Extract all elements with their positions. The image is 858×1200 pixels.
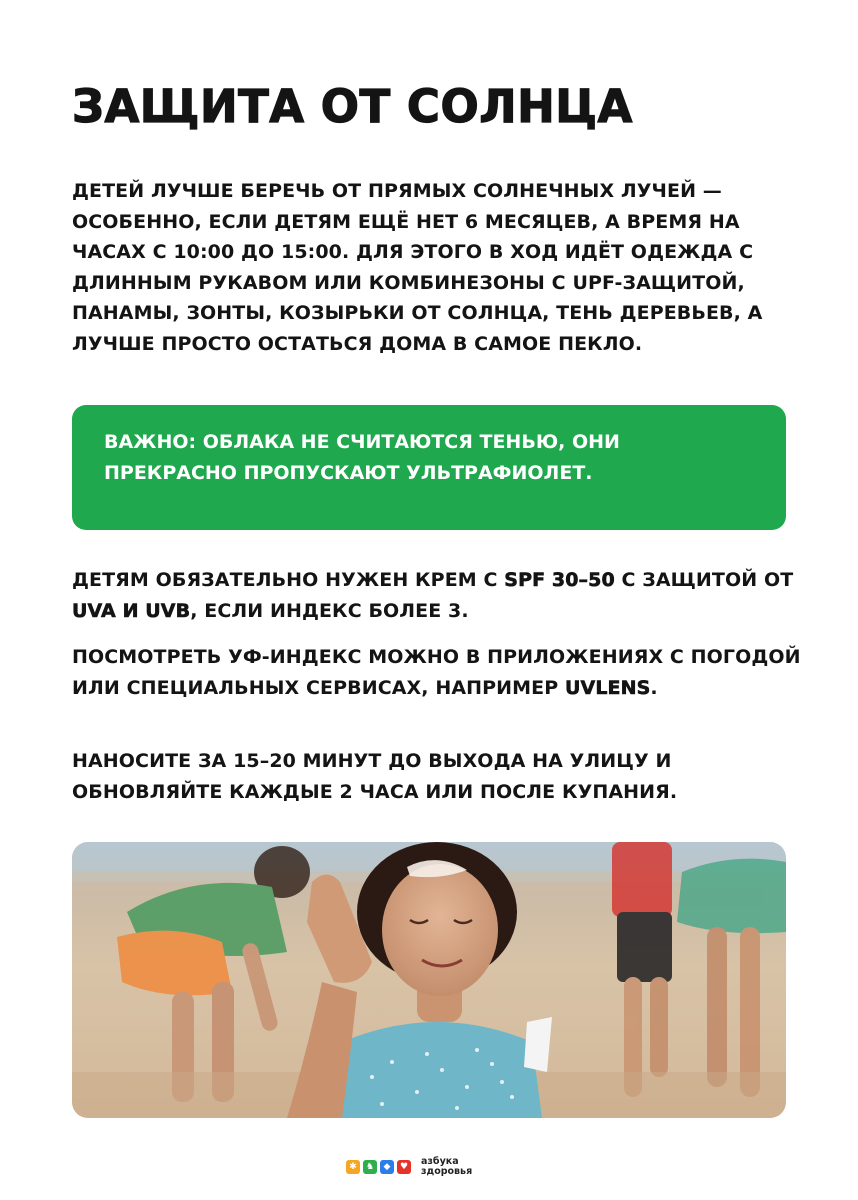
uvlens-highlight: UVLENS (565, 676, 651, 699)
beach-photo-illustration (72, 842, 786, 1118)
uv-index-text-1: ПОСМОТРЕТЬ УФ-ИНДЕКС МОЖНО В ПРИЛОЖЕНИЯХ С ПОГОДОЙ ИЛИ СПЕЦИАЛЬНЫХ СЕРВИСАХ, НАПРИМЕР (72, 646, 801, 699)
tooth-icon: ◆ (380, 1160, 394, 1174)
apply-paragraph: НАНОСИТЕ ЗА 15–20 МИНУТ ДО ВЫХОДА НА УЛИЦУ И ОБНОВЛЯЙТЕ КАЖДЫЕ 2 ЧАСА ИЛИ ПОСЛЕ КУПАНИЯ. (72, 750, 678, 803)
footer-logo (346, 1155, 472, 1179)
logo-line-2: здоровья (421, 1166, 473, 1177)
uv-index-paragraph (72, 642, 802, 703)
logo-text (421, 1157, 472, 1177)
puzzle-icon: ✱ (346, 1160, 360, 1174)
beach-photo (72, 842, 786, 1118)
page-title: ЗАЩИТА ОТ СОЛНЦА (72, 80, 633, 133)
heart-icon: ♥ (397, 1160, 411, 1174)
logo-blocks (346, 1160, 411, 1174)
spf-highlight: SPF 30–50 (504, 569, 615, 591)
important-notice (72, 405, 786, 530)
logo-line-1: азбука (421, 1156, 459, 1167)
cream-text-2: С ЗАЩИТОЙ ОТ (614, 569, 794, 591)
uva-uvb-highlight: UVA И UVB (72, 599, 191, 622)
notice-text: ВАЖНО: ОБЛАКА НЕ СЧИТАЮТСЯ ТЕНЬЮ, ОНИ ПРЕКРАСНО ПРОПУСКАЮТ УЛЬТРАФИОЛЕТ. (104, 431, 620, 484)
cream-text-3: , ЕСЛИ ИНДЕКС БОЛЕЕ 3. (190, 599, 469, 622)
uv-index-text-2: . (650, 676, 658, 699)
intro-paragraph: ДЕТЕЙ ЛУЧШЕ БЕРЕЧЬ ОТ ПРЯМЫХ СОЛНЕЧНЫХ ЛУЧЕЙ — ОСОБЕННО, ЕСЛИ ДЕТЯМ ЕЩЁ НЕТ 6 МЕСЯЦЕВ, А ВРЕМЯ НА ЧАСАХ С 10:00 ДО 15:00. ДЛЯ ЭТОГО В ХОД ИДЁТ ОДЕЖДА С ДЛИННЫМ РУКАВОМ ИЛИ КОМБИНЕЗОНЫ С UPF-ЗАЩИТОЙ, ПАНАМЫ, ЗОНТЫ, КОЗЫРЬКИ ОТ СОЛНЦА, ТЕНЬ ДЕРЕВЬЕВ, А ЛУЧШЕ ПРОСТО ОСТАТЬСЯ ДОМА В САМОЕ ПЕКЛО. (72, 180, 763, 355)
cream-text-1: ДЕТЯМ ОБЯЗАТЕЛЬНО НУЖЕН КРЕМ С (72, 569, 505, 591)
horse-icon: ♞ (363, 1160, 377, 1174)
cream-paragraph (72, 565, 802, 626)
